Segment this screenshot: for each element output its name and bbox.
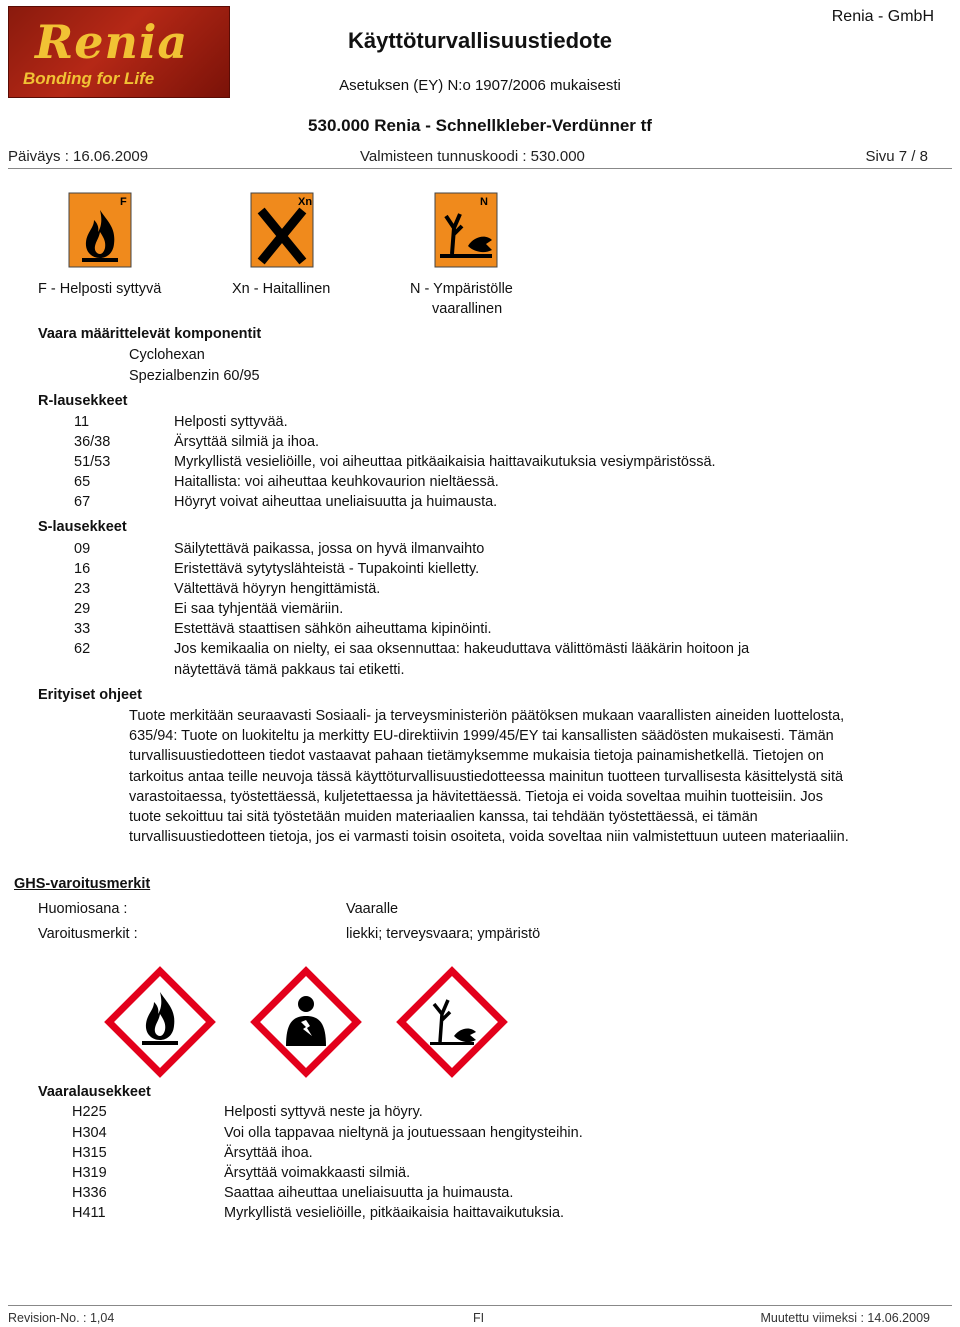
- ghs-environment-icon: [392, 962, 512, 1082]
- pictogram-value: liekki; terveysvaara; ympäristö: [346, 926, 541, 942]
- s-phrase-code: 33: [74, 621, 91, 637]
- product-name: 530.000 Renia - Schnellkleber-Verdünner tf: [308, 116, 652, 135]
- s-phrase-text-continued: näytettävä tämä pakkaus tai etiketti.: [174, 662, 405, 678]
- symbol-caption-n-line2: vaarallinen: [432, 301, 503, 317]
- r-phrase-text: Myrkyllistä vesieliöille, voi aiheuttaa pitkäaikaisia haittavaikutuksia vesiympäristössä.: [174, 454, 716, 470]
- symbol-caption-n: N - Ympäristölle: [410, 281, 513, 297]
- logo-slogan: Bonding for Life: [23, 69, 155, 88]
- last-modified: Muutettu viimeksi : 14.06.2009: [760, 1311, 930, 1325]
- ghs-health-hazard-icon: [246, 962, 366, 1082]
- h-statement-text: Saattaa aiheuttaa uneliaisuutta ja huimausta.: [224, 1185, 514, 1201]
- r-phrase-code: 51/53: [74, 454, 111, 470]
- ghs-flame-icon: [100, 962, 220, 1082]
- issue-date: Päiväys : 16.06.2009: [8, 148, 149, 165]
- h-statements-heading: Vaaralausekkeet: [38, 1084, 151, 1100]
- s-phrase-code: 23: [74, 581, 91, 597]
- r-phrase-code: 11: [74, 414, 90, 430]
- component-item: Spezialbenzin 60/95: [129, 368, 260, 384]
- r-phrase-text: Höyryt voivat aiheuttaa uneliaisuutta ja huimausta.: [174, 494, 498, 510]
- footer-divider: [8, 1305, 952, 1306]
- h-statement-code: H411: [72, 1205, 106, 1221]
- s-phrase-code: 09: [74, 541, 91, 557]
- r-phrase-code: 67: [74, 494, 91, 510]
- h-statement-text: Voi olla tappavaa nieltynä ja joutuessaan hengitysteihin.: [224, 1125, 583, 1141]
- dead-tree-fish-icon: [434, 192, 498, 268]
- special-heading: Erityiset ohjeet: [38, 687, 142, 703]
- s-phrase-code: 29: [74, 601, 91, 617]
- svg-text:Xn: Xn: [298, 196, 313, 208]
- svg-text:F: F: [120, 196, 127, 208]
- pictogram-label: Varoitusmerkit :: [38, 926, 138, 942]
- r-phrase-text: Helposti syttyvää.: [174, 414, 288, 430]
- symbol-caption-xn: Xn - Haitallinen: [232, 281, 331, 297]
- h-statement-text: Myrkyllistä vesieliöille, pitkäaikaisia haittavaikutuksia.: [224, 1205, 565, 1221]
- s-phrase-code: 62: [74, 641, 91, 657]
- h-statement-text: Ärsyttää voimakkaasti silmiä.: [224, 1165, 411, 1181]
- r-phrase-code: 65: [74, 474, 91, 490]
- s-phrase-text: Estettävä staattisen sähkön aiheuttama kipinöinti.: [174, 621, 492, 637]
- document-title: Käyttöturvallisuustiedote: [347, 28, 613, 53]
- logo-word: Renia: [35, 15, 189, 69]
- flame-icon: [68, 192, 132, 268]
- special-text: Tuote merkitään seuraavasti Sosiaali- ja terveysministeriön päätöksen mukaan vaarallisten aineiden luottelosta, 635/94: Tuote on luokiteltu ja merkitty EU-direktiivin 1999/45/EY tai kansallisten säädösten mukaisesti. Tämän turvallisuustiedotteen tiedot vastaavat pahaan tietämyksemme mukaisia tietoja painamishetkellä. Tietojen on tarkoitus antaa teille neuvoja tässä käyttöturvallisuustiedotteessa mainitun tuotteen turvallisesta käsittelystä sitä varastoitaessa, työstettäessä, kuljetettaessa ja hävitettäessä. Tietoja ei voida soveltaa muihin tuotteisiin. Jos tuote sekoittuu tai sitä työstetään muiden materiaalien kanssa, tai tehdään työstettäessä, ei tämän turvallisuustiedotteen tietoja, jos ei varmasti toisin osoiteta, voida soveltaa niin valmistettuun uuteen materiaaliin.: [129, 708, 849, 846]
- language-code: FI: [473, 1311, 485, 1325]
- product-code: Valmisteen tunnuskoodi : 530.000: [360, 148, 585, 165]
- r-phrases-heading: R-lausekkeet: [38, 393, 128, 409]
- svg-text:N: N: [480, 196, 488, 208]
- s-phrase-text: Vältettävä höyryn hengittämistä.: [174, 581, 381, 597]
- r-phrase-text: Haitallista: voi aiheuttaa keuhkovaurion nieltäessä.: [174, 474, 499, 490]
- signal-word-value: Vaaralle: [346, 901, 399, 917]
- h-statement-code: H315: [72, 1145, 107, 1161]
- s-phrase-text: Jos kemikaalia on nielty, ei saa oksennuttaa: hakeuduttava välittömästi lääkärin hoitoon ja: [174, 641, 750, 657]
- page-number: Sivu 7 / 8: [865, 148, 928, 165]
- revision-number: Revision-No. : 1,04: [8, 1311, 115, 1325]
- h-statement-code: H336: [72, 1185, 107, 1201]
- symbol-caption-f: F - Helposti syttyvä: [38, 281, 162, 297]
- components-heading: Vaara määrittelevät komponentit: [38, 326, 262, 342]
- h-statement-text: Helposti syttyvä neste ja höyry.: [224, 1104, 423, 1120]
- component-item: Cyclohexan: [129, 347, 205, 363]
- company-name: Renia - GmbH: [831, 8, 934, 25]
- s-phrase-text: Ei saa tyhjentää viemäriin.: [174, 601, 344, 617]
- signal-word-label: Huomiosana :: [38, 901, 128, 917]
- h-statement-code: H319: [72, 1165, 107, 1181]
- s-phrase-text: Eristettävä sytytyslähteistä - Tupakointi kielletty.: [174, 561, 480, 577]
- ghs-heading: GHS-varoitusmerkit: [14, 876, 151, 892]
- h-statement-code: H304: [72, 1125, 107, 1141]
- s-phrase-code: 16: [74, 561, 91, 577]
- r-phrase-code: 36/38: [74, 434, 111, 450]
- header-divider: [8, 168, 952, 169]
- h-statement-code: H225: [72, 1104, 107, 1120]
- regulation-line: Asetuksen (EY) N:o 1907/2006 mukaisesti: [339, 77, 621, 94]
- h-statement-text: Ärsyttää ihoa.: [224, 1145, 313, 1161]
- cross-icon: [250, 192, 314, 268]
- s-phrases-heading: S-lausekkeet: [38, 519, 127, 535]
- r-phrase-text: Ärsyttää silmiä ja ihoa.: [174, 434, 320, 450]
- s-phrase-text: Säilytettävä paikassa, jossa on hyvä ilmanvaihto: [174, 541, 485, 557]
